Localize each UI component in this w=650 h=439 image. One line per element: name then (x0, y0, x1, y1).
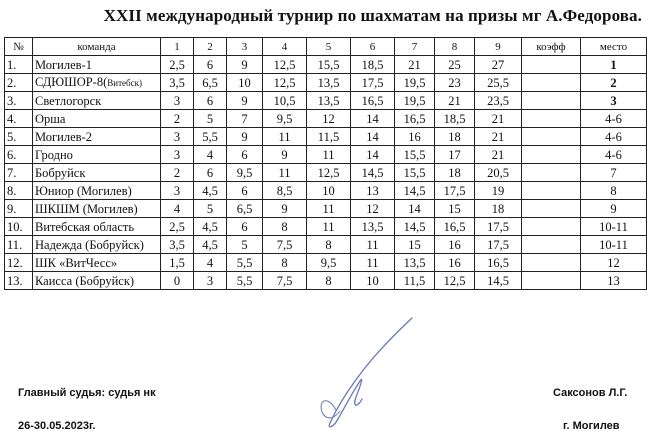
team-name: СДЮШОР-8( (35, 75, 108, 89)
round-2-score: 5 (194, 200, 227, 218)
round-9-score: 17,5 (475, 236, 522, 254)
round-8-score: 18 (435, 128, 475, 146)
round-3-score: 5 (227, 236, 263, 254)
team-name-cell (33, 182, 161, 200)
table-row (5, 128, 647, 146)
round-2-score: 6 (194, 92, 227, 110)
team-name-cell (33, 128, 161, 146)
round-7-score: 15,5 (395, 164, 435, 182)
round-8-score: 16,5 (435, 218, 475, 236)
header-round-5: 5 (307, 38, 351, 56)
table-row (5, 272, 647, 290)
round-5-score: 9,5 (307, 254, 351, 272)
round-1-score: 2 (161, 110, 194, 128)
round-7-score: 16 (395, 128, 435, 146)
round-5-score: 10 (307, 182, 351, 200)
team-name: Могилев-2 (35, 129, 92, 144)
round-7-score: 14 (395, 200, 435, 218)
round-7-score: 13,5 (395, 254, 435, 272)
team-name-cell (33, 254, 161, 272)
round-9-score: 21 (475, 146, 522, 164)
round-5-score: 11 (307, 146, 351, 164)
coefficient-cell (522, 272, 581, 290)
results-table (4, 37, 647, 290)
row-number: 8. (5, 182, 33, 200)
round-8-score: 15 (435, 200, 475, 218)
round-9-score: 21 (475, 128, 522, 146)
round-5-score: 15,5 (307, 56, 351, 74)
round-4-score: 7,5 (263, 272, 307, 290)
round-4-score: 11 (263, 164, 307, 182)
round-1-score: 3 (161, 92, 194, 110)
round-9-score: 25,5 (475, 74, 522, 92)
place-cell: 13 (581, 272, 647, 290)
round-3-score: 10 (227, 74, 263, 92)
round-2-score: 6,5 (194, 74, 227, 92)
chief-judge-label: Главный судья: судья нк (18, 387, 156, 399)
coefficient-cell (522, 92, 581, 110)
round-5-score: 12 (307, 110, 351, 128)
coefficient-cell (522, 146, 581, 164)
coefficient-cell (522, 200, 581, 218)
round-6-score: 14 (351, 128, 395, 146)
team-name-cell (33, 236, 161, 254)
team-name: Орша (35, 111, 66, 126)
place-cell: 4-6 (581, 146, 647, 164)
place-cell: 12 (581, 254, 647, 272)
header-round-1: 1 (161, 38, 194, 56)
round-9-score: 23,5 (475, 92, 522, 110)
row-number: 9. (5, 200, 33, 218)
team-name: Витебская область (35, 219, 135, 234)
round-9-score: 20,5 (475, 164, 522, 182)
place-cell: 7 (581, 164, 647, 182)
round-6-score: 10 (351, 272, 395, 290)
coefficient-cell (522, 182, 581, 200)
round-6-score: 13 (351, 182, 395, 200)
team-name: Надежда (Бобруйск) (35, 237, 144, 252)
round-3-score: 9 (227, 128, 263, 146)
header-round-4: 4 (263, 38, 307, 56)
round-3-score: 9,5 (227, 164, 263, 182)
round-4-score: 8 (263, 254, 307, 272)
round-8-score: 21 (435, 92, 475, 110)
row-number: 10. (5, 218, 33, 236)
coefficient-cell (522, 74, 581, 92)
page-title: XXII международный турнир по шахматам на призы мг А.Федорова. (103, 6, 642, 25)
tournament-dates: 26-30.05.2023г. (18, 420, 96, 432)
coefficient-cell (522, 236, 581, 254)
team-name-cell (33, 146, 161, 164)
place-cell: 10-11 (581, 236, 647, 254)
round-3-score: 5,5 (227, 272, 263, 290)
round-7-score: 15 (395, 236, 435, 254)
round-3-score: 6 (227, 182, 263, 200)
round-6-score: 17,5 (351, 74, 395, 92)
table-row (5, 92, 647, 110)
row-number: 2. (5, 74, 33, 92)
round-1-score: 0 (161, 272, 194, 290)
team-name-cell (33, 74, 161, 92)
row-number: 13. (5, 272, 33, 290)
header-round-6: 6 (351, 38, 395, 56)
round-5-score: 13,5 (307, 92, 351, 110)
round-4-score: 9 (263, 146, 307, 164)
round-6-score: 13,5 (351, 218, 395, 236)
header-round-3: 3 (227, 38, 263, 56)
header-round-7: 7 (395, 38, 435, 56)
coefficient-cell (522, 110, 581, 128)
round-2-score: 4,5 (194, 218, 227, 236)
round-8-score: 16 (435, 236, 475, 254)
team-name: Могилев-1 (35, 57, 92, 72)
round-7-score: 14,5 (395, 218, 435, 236)
team-name: Юниор (Могилев) (35, 183, 132, 198)
team-name-cell (33, 92, 161, 110)
round-6-score: 18,5 (351, 56, 395, 74)
header-team: команда (33, 38, 161, 56)
place-cell: 1 (581, 56, 647, 74)
round-8-score: 16 (435, 254, 475, 272)
row-number: 11. (5, 236, 33, 254)
round-8-score: 25 (435, 56, 475, 74)
round-1-score: 4 (161, 200, 194, 218)
round-6-score: 14 (351, 110, 395, 128)
table-row (5, 56, 647, 74)
place-cell: 9 (581, 200, 647, 218)
signature-image (300, 315, 420, 437)
place-cell: 10-11 (581, 218, 647, 236)
table-row (5, 146, 647, 164)
team-name-cell (33, 164, 161, 182)
round-2-score: 3 (194, 272, 227, 290)
tournament-city: г. Могилев (563, 420, 620, 432)
team-name-cell (33, 272, 161, 290)
round-8-score: 12,5 (435, 272, 475, 290)
round-9-score: 14,5 (475, 272, 522, 290)
table-row (5, 236, 647, 254)
team-name: Светлогорск (35, 93, 102, 108)
round-5-score: 8 (307, 236, 351, 254)
round-9-score: 21 (475, 110, 522, 128)
header-round-8: 8 (435, 38, 475, 56)
round-2-score: 5,5 (194, 128, 227, 146)
team-name-cell (33, 218, 161, 236)
round-4-score: 9 (263, 200, 307, 218)
round-8-score: 18 (435, 164, 475, 182)
round-5-score: 8 (307, 272, 351, 290)
round-6-score: 11 (351, 236, 395, 254)
round-4-score: 9,5 (263, 110, 307, 128)
round-5-score: 13,5 (307, 74, 351, 92)
round-1-score: 3 (161, 182, 194, 200)
round-6-score: 11 (351, 254, 395, 272)
round-3-score: 6,5 (227, 200, 263, 218)
team-name: ШК «ВитЧесс» (35, 255, 118, 270)
coefficient-cell (522, 56, 581, 74)
round-8-score: 23 (435, 74, 475, 92)
coefficient-cell (522, 254, 581, 272)
round-4-score: 7,5 (263, 236, 307, 254)
coefficient-cell (522, 128, 581, 146)
round-4-score: 8,5 (263, 182, 307, 200)
header-number: № (5, 38, 33, 56)
judge-name: Саксонов Л.Г. (553, 387, 628, 399)
team-name: Бобруйск (35, 165, 86, 180)
team-name: ШКШМ (Могилев) (35, 201, 138, 216)
round-4-score: 11 (263, 128, 307, 146)
round-1-score: 3 (161, 146, 194, 164)
round-7-score: 15,5 (395, 146, 435, 164)
table-row (5, 110, 647, 128)
round-1-score: 1,5 (161, 254, 194, 272)
round-9-score: 19 (475, 182, 522, 200)
round-7-score: 19,5 (395, 92, 435, 110)
round-9-score: 18 (475, 200, 522, 218)
round-1-score: 3,5 (161, 74, 194, 92)
header-round-9: 9 (475, 38, 522, 56)
table-row (5, 200, 647, 218)
place-cell: 3 (581, 92, 647, 110)
round-6-score: 12 (351, 200, 395, 218)
round-2-score: 4,5 (194, 182, 227, 200)
round-2-score: 6 (194, 56, 227, 74)
round-1-score: 2 (161, 164, 194, 182)
table-row (5, 74, 647, 92)
place-cell: 4-6 (581, 110, 647, 128)
header-coefficient: коэфф (522, 38, 581, 56)
table-row (5, 254, 647, 272)
round-3-score: 6 (227, 146, 263, 164)
round-5-score: 11 (307, 200, 351, 218)
round-6-score: 14 (351, 146, 395, 164)
header-round-2: 2 (194, 38, 227, 56)
round-3-score: 9 (227, 56, 263, 74)
round-3-score: 7 (227, 110, 263, 128)
round-4-score: 10,5 (263, 92, 307, 110)
place-cell: 8 (581, 182, 647, 200)
round-2-score: 4 (194, 146, 227, 164)
round-1-score: 3 (161, 128, 194, 146)
round-2-score: 5 (194, 110, 227, 128)
place-cell: 4-6 (581, 128, 647, 146)
round-2-score: 4 (194, 254, 227, 272)
table-row (5, 182, 647, 200)
row-number: 1. (5, 56, 33, 74)
round-5-score: 11,5 (307, 128, 351, 146)
round-9-score: 27 (475, 56, 522, 74)
round-8-score: 18,5 (435, 110, 475, 128)
team-name-cell (33, 56, 161, 74)
round-9-score: 17,5 (475, 218, 522, 236)
round-6-score: 14,5 (351, 164, 395, 182)
round-4-score: 12,5 (263, 56, 307, 74)
round-4-score: 12,5 (263, 74, 307, 92)
coefficient-cell (522, 164, 581, 182)
round-7-score: 21 (395, 56, 435, 74)
round-9-score: 16,5 (475, 254, 522, 272)
table-row (5, 164, 647, 182)
round-7-score: 11,5 (395, 272, 435, 290)
row-number: 7. (5, 164, 33, 182)
table-header-row (5, 38, 647, 56)
round-3-score: 5,5 (227, 254, 263, 272)
team-name-suffix: Витебск) (107, 78, 142, 88)
round-1-score: 3,5 (161, 236, 194, 254)
round-6-score: 16,5 (351, 92, 395, 110)
row-number: 12. (5, 254, 33, 272)
round-7-score: 14,5 (395, 182, 435, 200)
row-number: 6. (5, 146, 33, 164)
round-5-score: 12,5 (307, 164, 351, 182)
team-name-cell (33, 200, 161, 218)
round-5-score: 11 (307, 218, 351, 236)
table-row (5, 218, 647, 236)
round-8-score: 17,5 (435, 182, 475, 200)
round-2-score: 6 (194, 164, 227, 182)
row-number: 3. (5, 92, 33, 110)
team-name: Каисса (Бобруйск) (35, 273, 135, 288)
round-7-score: 16,5 (395, 110, 435, 128)
round-3-score: 9 (227, 92, 263, 110)
team-name-cell (33, 110, 161, 128)
round-3-score: 6 (227, 218, 263, 236)
row-number: 5. (5, 128, 33, 146)
place-cell: 2 (581, 74, 647, 92)
round-8-score: 17 (435, 146, 475, 164)
round-4-score: 8 (263, 218, 307, 236)
header-place: место (581, 38, 647, 56)
round-7-score: 19,5 (395, 74, 435, 92)
round-2-score: 4,5 (194, 236, 227, 254)
team-name: Гродно (35, 147, 73, 162)
round-1-score: 2,5 (161, 56, 194, 74)
round-1-score: 2,5 (161, 218, 194, 236)
coefficient-cell (522, 218, 581, 236)
row-number: 4. (5, 110, 33, 128)
